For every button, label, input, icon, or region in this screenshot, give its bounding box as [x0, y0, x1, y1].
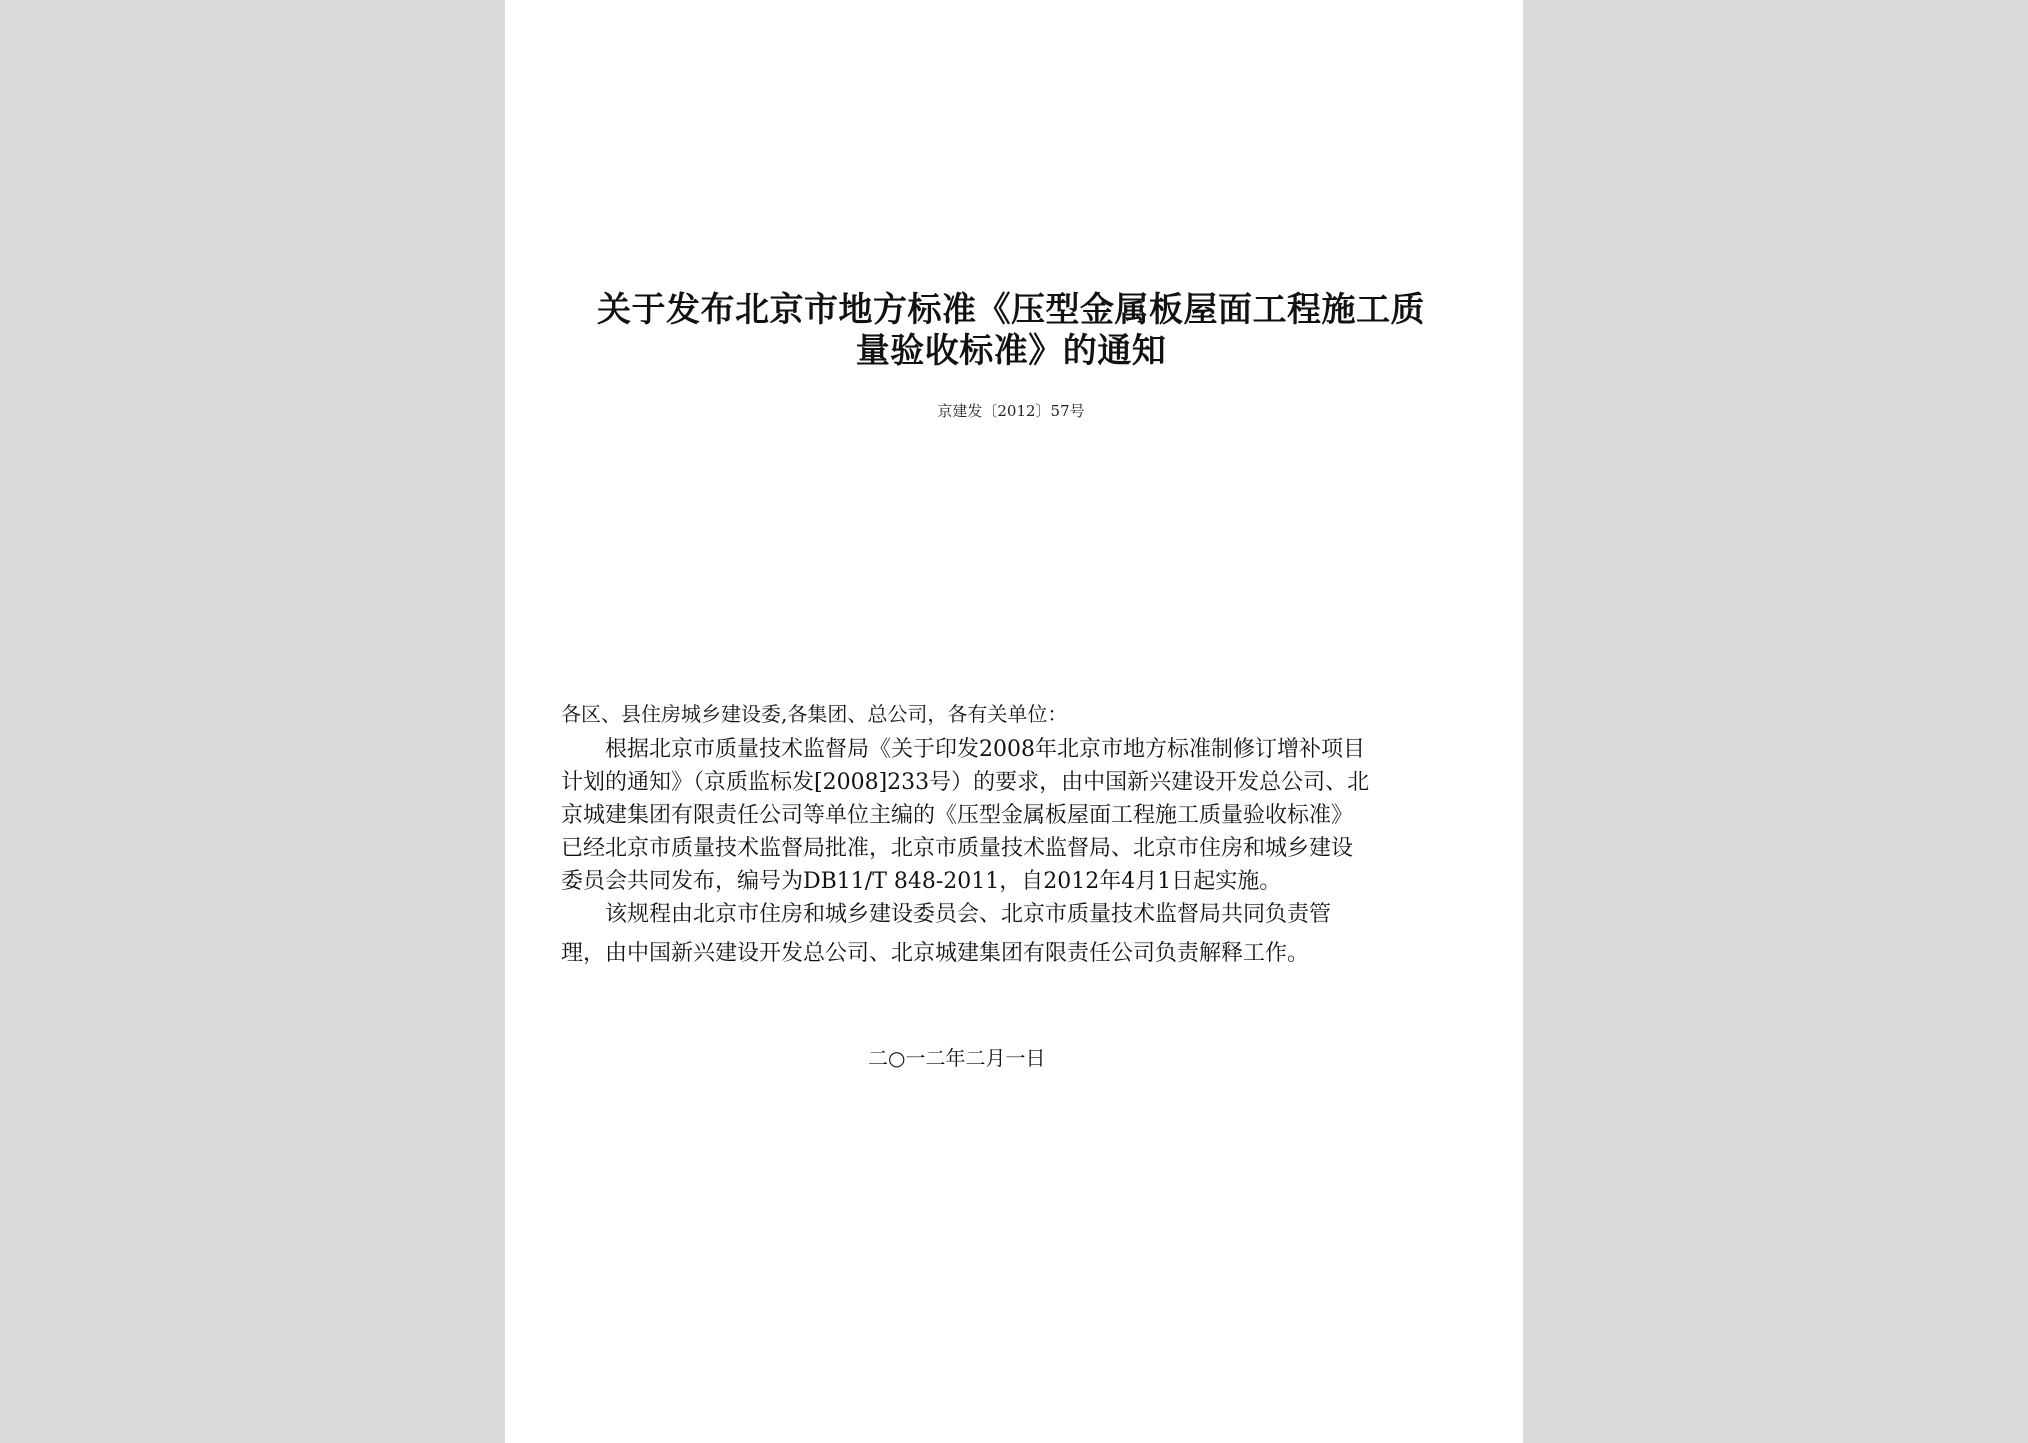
body-line: 理，由中国新兴建设开发总公司、北京城建集团有限责任公司负责解释工作。 — [561, 941, 1310, 966]
body-line: 计划的通知》（京质监标发[2008]233号）的要求，由中国新兴建设开发总公司、北 — [561, 770, 1370, 795]
body-line: 根据北京市质量技术监督局《关于印发2008年北京市地方标准制修订增补项目 — [605, 737, 1365, 762]
title-line-2: 量验收标准》的通知 — [855, 331, 1167, 371]
document-title — [561, 290, 1461, 372]
body-line: 已经北京市质量技术监督局批准，北京市质量技术监督局、北京市住房和城乡建设 — [561, 836, 1354, 861]
title-line-1: 关于发布北京市地方标准《压型金属板屋面工程施工质 — [597, 290, 1425, 330]
body-line: 该规程由北京市住房和城乡建设委员会、北京市质量技术监督局共同负责管 — [605, 902, 1332, 927]
document-date: 二○一二年二月一日 — [868, 1046, 1046, 1070]
body-line: 京城建集团有限责任公司等单位主编的《压型金属板屋面工程施工质量验收标准》 — [561, 803, 1354, 828]
body-line: 委员会共同发布，编号为DB11/T 848-2011，自2012年4月1日起实施。 — [561, 869, 1282, 894]
document-page — [505, 0, 1523, 1443]
document-number: 京建发〔2012〕57号 — [937, 402, 1085, 420]
salutation: 各区、县住房城乡建设委,各集团、总公司，各有关单位： — [561, 702, 1068, 726]
document-body — [561, 733, 1461, 970]
